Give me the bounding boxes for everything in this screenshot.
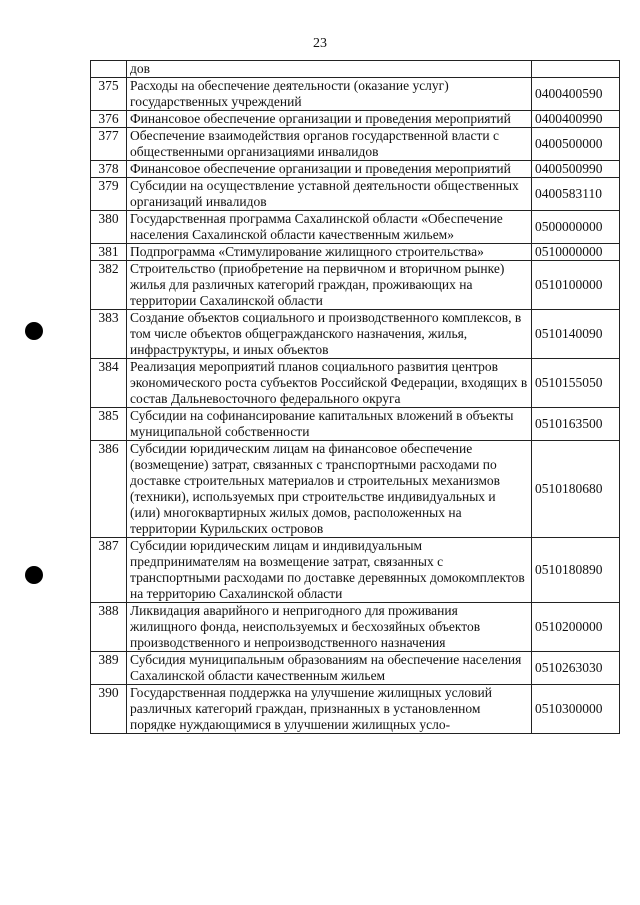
table-row [91, 261, 620, 310]
table-row [91, 441, 620, 538]
row-number: 379 [91, 178, 127, 211]
row-code: 0400500990 [532, 161, 620, 178]
table-row [91, 61, 620, 78]
punch-hole-mark [25, 566, 43, 584]
row-description: дов [127, 61, 532, 78]
row-code: 0510000000 [532, 244, 620, 261]
row-description: Расходы на обеспечение деятельности (оказание услуг) государственных учреждений [127, 78, 532, 111]
row-description: Обеспечение взаимодействия органов государственной власти с общественными организациями инвалидов [127, 128, 532, 161]
punch-hole-mark [25, 322, 43, 340]
row-code: 0400400990 [532, 111, 620, 128]
row-number: 381 [91, 244, 127, 261]
row-number: 384 [91, 359, 127, 408]
row-code: 0510155050 [532, 359, 620, 408]
row-description: Субсидии на осуществление уставной деятельности общественных организаций инвалидов [127, 178, 532, 211]
row-code: 0400500000 [532, 128, 620, 161]
row-description: Финансовое обеспечение организации и проведения мероприятий [127, 111, 532, 128]
row-description: Подпрограмма «Стимулирование жилищного строительства» [127, 244, 532, 261]
row-number: 383 [91, 310, 127, 359]
row-description: Государственная поддержка на улучшение жилищных условий различных категорий граждан, признанных в установленном порядке нуждающимися в улучшении жилищных усло- [127, 685, 532, 734]
row-code: 0510180890 [532, 538, 620, 603]
table-row [91, 685, 620, 734]
table-row [91, 359, 620, 408]
row-code: 0510180680 [532, 441, 620, 538]
row-description: Создание объектов социального и производственного комплексов, в том числе объектов общегражданского назначения, жилья, инфраструктуры, и иных объектов [127, 310, 532, 359]
row-code: 0510200000 [532, 603, 620, 652]
row-code: 0510140090 [532, 310, 620, 359]
row-number: 380 [91, 211, 127, 244]
table-row [91, 310, 620, 359]
table-row [91, 244, 620, 261]
row-code: 0510100000 [532, 261, 620, 310]
table-row [91, 408, 620, 441]
row-description: Субсидии на софинансирование капитальных вложений в объекты муниципальной собственности [127, 408, 532, 441]
table-row [91, 603, 620, 652]
row-number: 386 [91, 441, 127, 538]
row-code: 0510263030 [532, 652, 620, 685]
row-description: Ликвидация аварийного и непригодного для проживания жилищного фонда, неиспользуемых и бесхозяйных объектов производственного и непроизводственного назначения [127, 603, 532, 652]
table-row [91, 161, 620, 178]
row-number: 378 [91, 161, 127, 178]
table-row [91, 78, 620, 111]
row-number [91, 61, 127, 78]
row-description: Строительство (приобретение на первичном и вторичном рынке) жилья для различных категорий граждан, проживающих на территории Сахалинской области [127, 261, 532, 310]
row-description: Финансовое обеспечение организации и проведения мероприятий [127, 161, 532, 178]
row-number: 376 [91, 111, 127, 128]
row-description: Субсидия муниципальным образованиям на обеспечение населения Сахалинской области качественным жильем [127, 652, 532, 685]
row-code: 0510163500 [532, 408, 620, 441]
row-number: 382 [91, 261, 127, 310]
table-row [91, 211, 620, 244]
row-code [532, 61, 620, 78]
row-description: Субсидии юридическим лицам и индивидуальным предпринимателям на возмещение затрат, связанных с транспортными расходами по доставке деревянных домокомплектов на территорию Сахалинской области [127, 538, 532, 603]
page-number: 23 [313, 36, 327, 51]
row-number: 375 [91, 78, 127, 111]
row-description: Государственная программа Сахалинской области «Обеспечение населения Сахалинской области качественным жильем» [127, 211, 532, 244]
row-number: 387 [91, 538, 127, 603]
row-description: Субсидии юридическим лицам на финансовое обеспечение (возмещение) затрат, связанных с транспортными расходами по доставке строительных материалов и строительных механизмов (техники), используемых при строительстве индивидуальных и (или) многоквартирных жилых домов, расположенных на территории Курильских островов [127, 441, 532, 538]
row-code: 0510300000 [532, 685, 620, 734]
table-row [91, 538, 620, 603]
row-number: 390 [91, 685, 127, 734]
row-code: 0400400590 [532, 78, 620, 111]
row-number: 388 [91, 603, 127, 652]
row-number: 377 [91, 128, 127, 161]
row-description: Реализация мероприятий планов социального развития центров экономического роста субъектов Российской Федерации, входящих в состав Дальневосточного федерального округа [127, 359, 532, 408]
table-row [91, 111, 620, 128]
table-row [91, 128, 620, 161]
row-number: 389 [91, 652, 127, 685]
row-code: 0500000000 [532, 211, 620, 244]
row-code: 0400583110 [532, 178, 620, 211]
table-row [91, 652, 620, 685]
row-number: 385 [91, 408, 127, 441]
budget-classification-table [90, 60, 620, 734]
table-row [91, 178, 620, 211]
